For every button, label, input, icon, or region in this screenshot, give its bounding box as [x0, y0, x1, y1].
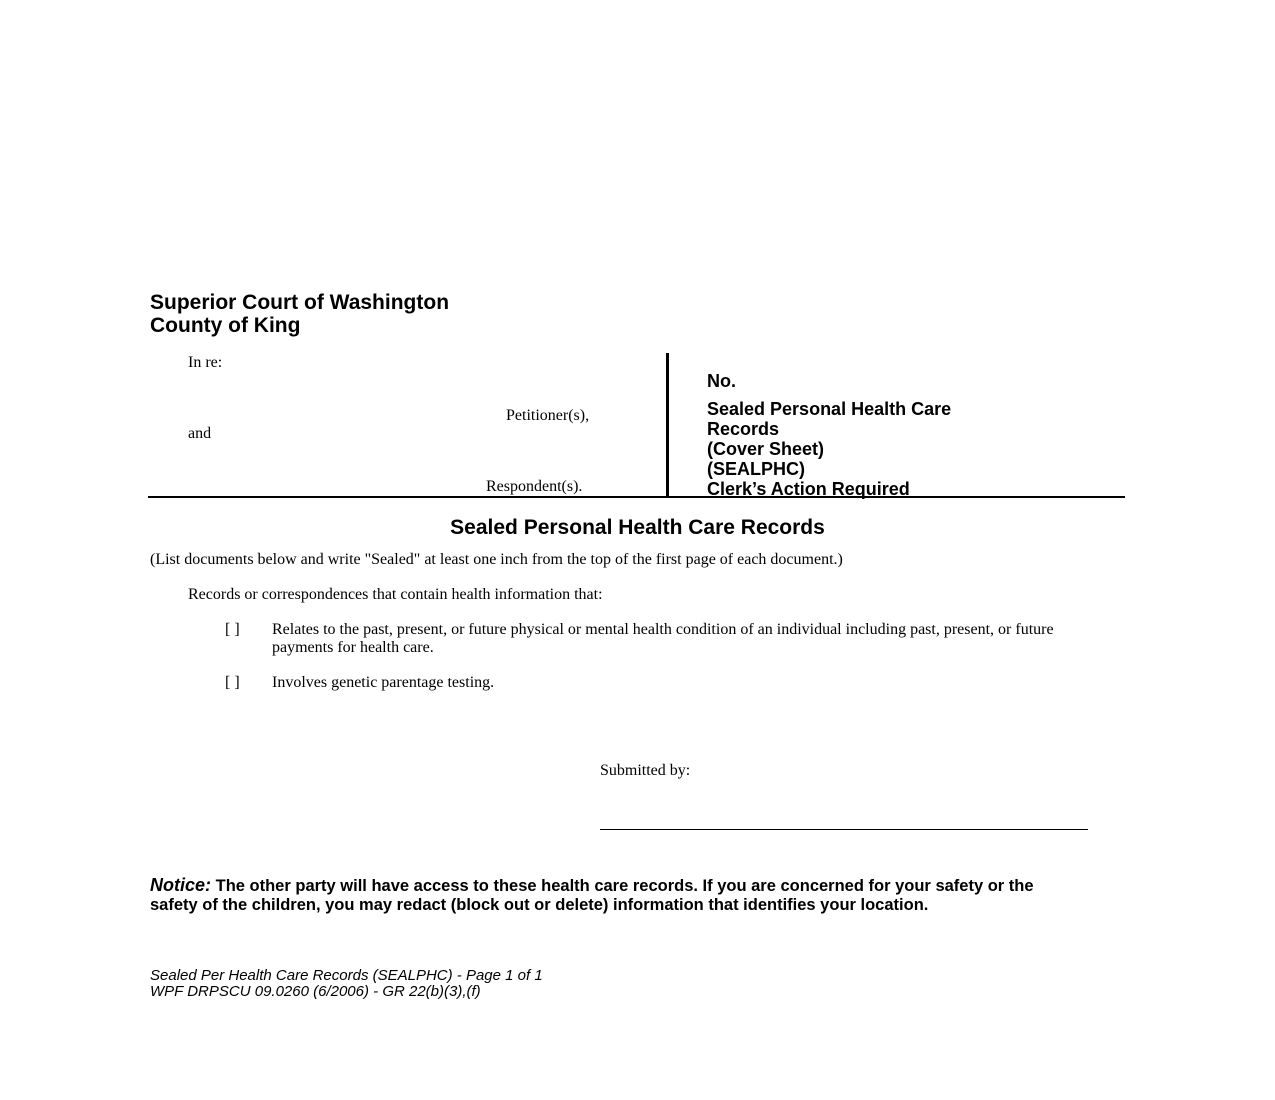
document-title-line: (SEALPHC) — [707, 459, 805, 479]
footer-form-id: WPF DRPSCU 09.0260 (6/2006) - GR 22(b)(3),(f) — [150, 983, 481, 1000]
checkbox-physical-mental-health[interactable]: [ ] — [225, 621, 240, 638]
notice-text: The other party will have access to these health care records. If you are concerned for your safety or the safety of the children, you may redact (block out or delete) information that identifies your location. — [150, 877, 1034, 914]
document-title-line: Sealed Personal Health Care — [707, 399, 952, 419]
petitioner-label: Petitioner(s), — [506, 407, 590, 424]
document-title-block — [707, 399, 1107, 499]
item-genetic-parentage-text: Involves genetic parentage testing. — [272, 674, 495, 691]
signature-line[interactable] — [600, 829, 1088, 830]
caption-vertical-divider — [666, 353, 669, 498]
page-footer — [150, 968, 543, 1000]
court-county: County of King — [150, 314, 301, 337]
item-physical-mental-health-text: Relates to the past, present, or future physical or mental health condition of an individual including past, present, or future payments for health care. — [272, 621, 1054, 656]
court-header — [150, 291, 449, 337]
submitted-by-label: Submitted by: — [600, 762, 691, 779]
document-title-line: (Cover Sheet) — [707, 439, 825, 459]
clerks-action-required: Clerk’s Action Required — [707, 479, 910, 499]
instruction-text: (List documents below and write "Sealed" at least one inch from the top of the first page of each document.) — [150, 551, 843, 568]
intro-text: Records or correspondences that contain health information that: — [188, 586, 603, 603]
in-re-label: In re: — [188, 354, 223, 371]
notice-label: Notice: — [150, 875, 212, 895]
court-name: Superior Court of Washington — [150, 291, 450, 314]
and-label: and — [188, 425, 212, 442]
respondent-label: Respondent(s). — [486, 478, 583, 495]
document-title-line: Records — [707, 419, 780, 439]
case-number-label: No. — [707, 371, 736, 391]
page-title: Sealed Personal Health Care Records — [450, 516, 825, 539]
notice-paragraph — [150, 876, 1080, 914]
checkbox-genetic-parentage[interactable]: [ ] — [225, 674, 240, 691]
footer-form-title: Sealed Per Health Care Records (SEALPHC) - Page 1 of 1 — [150, 967, 543, 984]
